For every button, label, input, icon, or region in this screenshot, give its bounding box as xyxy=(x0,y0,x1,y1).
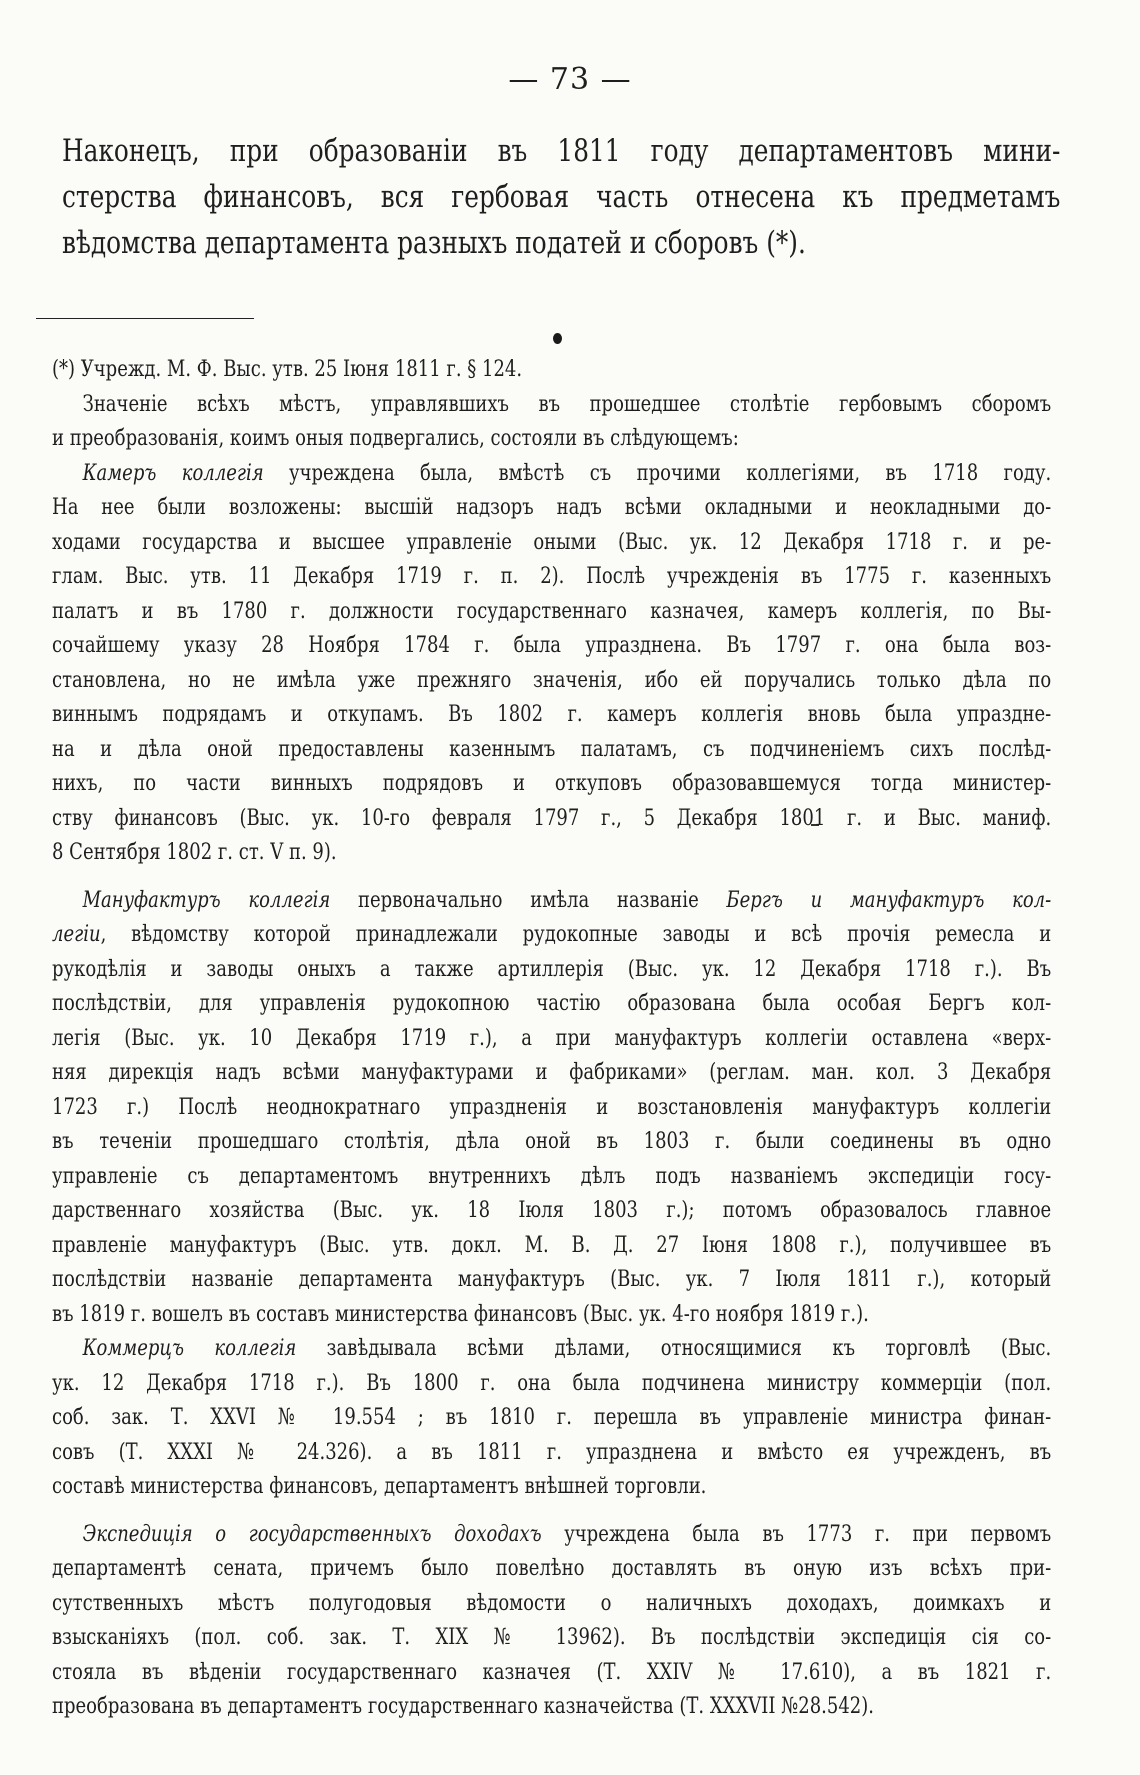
footnote-separator xyxy=(36,318,254,319)
manuf-second-text: , вѣдомству которой принадлежали рудокопные заводы и всѣ прочія ремесла и xyxy=(100,921,1052,947)
kamer-line: на и дѣла оной предоставлены казеннымъ палатамъ, съ подчиненіемъ сихъ послѣд- xyxy=(52,735,1052,762)
berg-manuf-heading-end: легіи xyxy=(52,921,101,947)
kamer-heading: Камеръ коллегія xyxy=(82,459,264,486)
kamer-first-line xyxy=(52,456,1051,491)
manuf-line: няя дирекція надъ всѣми мануфактурами и фабриками» (реглам. ман. кол. 3 Декабря xyxy=(52,1059,1052,1085)
manuf-second-line xyxy=(52,917,1051,952)
kamer-line: ству финансовъ (Выс. ук. 10-го февраля 1797 г., 5 Декабря 1801 г. и Выс. маниф. xyxy=(52,804,1052,831)
kamer-line: становлена, но не имѣла уже прежняго значенія, ибо ей поручались только дѣла по xyxy=(52,666,1052,693)
kommerz-first-text: завѣдывала всѣми дѣлами, относящимися къ торговлѣ (Выс. xyxy=(296,1335,1052,1361)
exped-line: взысканіяхъ (пол. соб. зак. Т. XIX № 13962). Въ послѣдствіи экспедиція сія со- xyxy=(52,1624,1052,1650)
berg-manuf-heading: Бергъ и мануфактуръ кол- xyxy=(726,886,1052,913)
manuf-line: рукодѣлія и заводы оныхъ а также артиллерія (Выс. ук. 12 Декабря 1718 г.). Въ xyxy=(52,955,1052,982)
manuf-line: въ 1819 г. вошелъ въ составъ министерства финансовъ (Выс. ук. 4-го ноября 1819 г.). xyxy=(52,1300,869,1327)
exped-first-line xyxy=(52,1517,1051,1552)
main-line: стерства финансовъ, вся гербовая часть отнесена къ предметамъ xyxy=(62,179,1061,215)
note-intro-line: и преобразованія, коимъ оныя подвергались, состояли въ слѣдующемъ: xyxy=(52,425,739,451)
kamer-line: виннымъ подрядамъ и откупамъ. Въ 1802 г. камеръ коллегія вновь была упраздне- xyxy=(52,701,1052,727)
manuf-first-line xyxy=(52,883,1051,918)
manuf-line: 1723 г.) Послѣ неоднократнаго упраздненія и возстановленія мануфактуръ коллегіи xyxy=(52,1093,1052,1120)
manuf-line: правленіе мануфактуръ (Выс. утв. докл. М. В. Д. 27 Іюня 1808 г.), получившее въ xyxy=(52,1231,1052,1258)
main-line: Наконецъ, при образованіи въ 1811 году департаментовъ мини- xyxy=(62,133,1061,169)
kamer-line: нихъ, по части винныхъ подрядовъ и откуповъ образовавшемуся тогда министер- xyxy=(52,770,1052,796)
main-line: вѣдомства департамента разныхъ податей и сборовъ (*). xyxy=(62,225,806,261)
manuf-mid-text: первоначально имѣла названіе xyxy=(330,886,727,913)
footnotes xyxy=(52,352,1051,1724)
kommerz-line: совъ (Т. XXXI № 24.326). а въ 1811 г. упразднена и вмѣсто ея учрежденъ, въ xyxy=(52,1438,1052,1465)
manuf-line: послѣдствіи названіе департамента мануфактуръ (Выс. ук. 7 Іюля 1811 г.), который xyxy=(52,1266,1052,1292)
kamer-first-text: учреждена была, вмѣстѣ съ прочими коллегіями, въ 1718 году. xyxy=(263,459,1052,486)
exped-line: стояла въ вѣденіи государственнаго казначея (Т. XXIV № 17.610), а въ 1821 г. xyxy=(52,1658,1052,1685)
kommerz-line: соб. зак. Т. XXVI № 19.554 ; въ 1810 г. перешла въ управленіе министра финан- xyxy=(52,1404,1052,1430)
ink-dot xyxy=(553,333,562,344)
kamer-line: 8 Сентября 1802 г. ст. V п. 9). xyxy=(52,839,337,865)
exped-heading: Экспедиція о государственныхъ доходахъ xyxy=(82,1520,542,1547)
kommerz-line: составѣ министерства финансовъ, департаментъ внѣшней торговли. xyxy=(52,1473,707,1499)
manuf-line: въ теченіи прошедшаго столѣтія, дѣла оной въ 1803 г. были соединены въ одно xyxy=(52,1128,1052,1154)
footnote-reference: (*) Учрежд. М. Ф. Выс. утв. 25 Іюня 1811 г. § 124. xyxy=(52,356,523,382)
kommerz-first-line xyxy=(52,1331,1051,1366)
exped-line: департаментѣ сената, причемъ было повелѣно доставлять въ оную изъ всѣхъ при- xyxy=(52,1555,1052,1581)
exped-line: преобразована въ департаментъ государственнаго казначейства (Т. XXXVII №28.542). xyxy=(52,1693,874,1719)
manuf-line: управленіе съ департаментомъ внутреннихъ дѣлъ подъ названіемъ экспедиціи госу- xyxy=(52,1162,1052,1189)
page-number: — 73 — xyxy=(508,62,632,97)
kamer-line: ходами государства и высшее управленіе оными (Выс. ук. 12 Декабря 1718 г. и ре- xyxy=(52,528,1052,555)
kamer-line: сочайшему указу 28 Ноября 1784 г. была упразднена. Въ 1797 г. она была воз- xyxy=(52,632,1052,658)
kommerz-line: ук. 12 Декабря 1718 г.). Въ 1800 г. она была подчинена министру коммерціи (пол. xyxy=(52,1369,1052,1396)
kamer-line: На нее были возложены: высшій надзоръ надъ всѣми окладными и неокладными до- xyxy=(52,494,1052,520)
manuf-line: дарственнаго хозяйства (Выс. ук. 18 Іюля 1803 г.); потомъ образовалось главное xyxy=(52,1197,1052,1223)
kommerz-heading: Коммерцъ коллегія xyxy=(82,1335,297,1361)
manuf-line: легія (Выс. ук. 10 Декабря 1719 г.), а при мануфактуръ коллегіи оставлена «верх- xyxy=(52,1024,1052,1051)
kamer-line: глам. Выс. утв. 11 Декабря 1719 г. п. 2). Послѣ учрежденія въ 1775 г. казенныхъ xyxy=(52,563,1052,589)
exped-first-text: учреждена была въ 1773 г. при первомъ xyxy=(541,1520,1052,1547)
main-paragraph xyxy=(62,128,1061,266)
exped-line: сутственныхъ мѣстъ полугодовыя вѣдомости о наличныхъ доходахъ, доимкахъ и xyxy=(52,1589,1052,1616)
manuf-line: послѣдствіи, для управленія рудокопною частію образована была особая Бергъ кол- xyxy=(52,990,1052,1016)
manuf-heading: Мануфактуръ коллегія xyxy=(82,886,331,913)
kamer-line: палатъ и въ 1780 г. должности государственнаго казначея, камеръ коллегія, по Вы- xyxy=(52,597,1052,624)
note-intro-line: Значеніе всѣхъ мѣстъ, управлявшихъ въ прошедшее столѣтіе гербовымъ сборомъ xyxy=(82,390,1052,417)
